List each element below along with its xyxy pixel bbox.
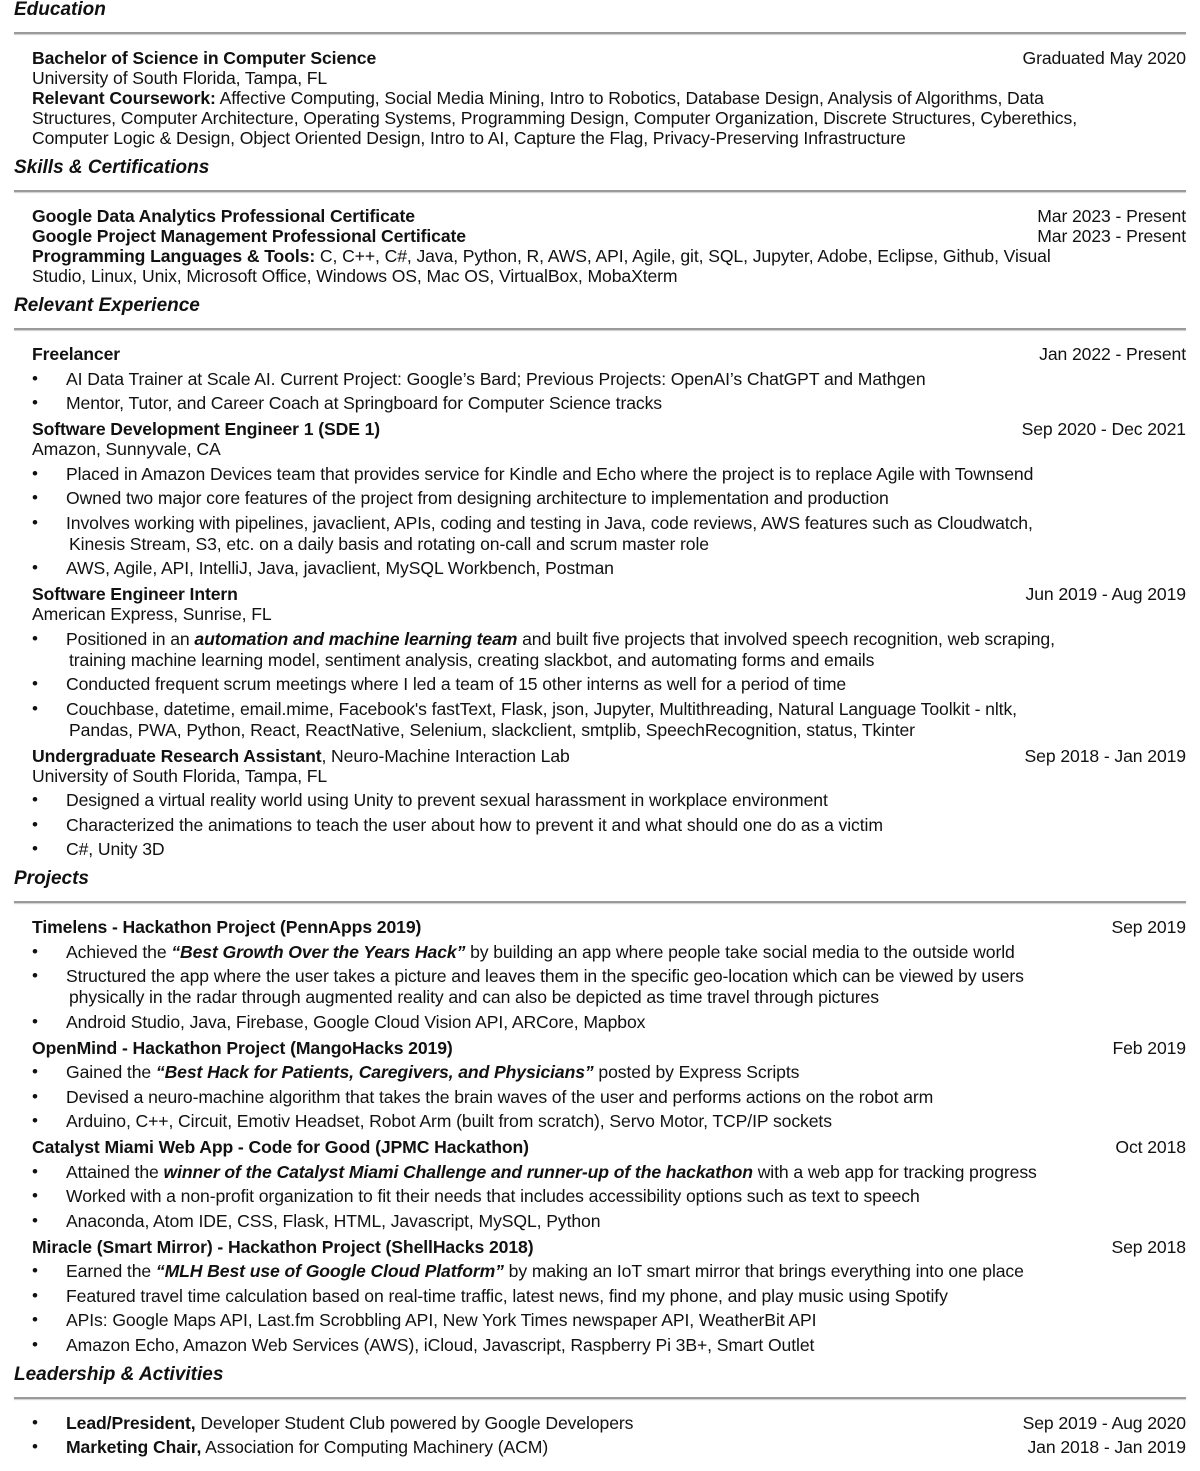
text-line — [66, 987, 1186, 1007]
text-span: American Express, Sunrise, FL — [32, 604, 272, 624]
bullet-item — [32, 1211, 1186, 1231]
section-heading: Relevant Experience — [14, 295, 200, 316]
text-line — [66, 839, 1186, 859]
text-line — [32, 1137, 1186, 1157]
text-line — [32, 439, 1186, 459]
text-span: Amazon, Sunnyvale, CA — [32, 439, 221, 459]
text-line — [32, 88, 1186, 108]
text-span: Worked with a non-profit organization to fit their needs that includes accessibility options such as text to speech — [66, 1186, 920, 1206]
bold-text: “Best Hack for Patients, Caregivers, and Physicians” — [155, 1062, 594, 1082]
text-span: Achieved the — [66, 941, 172, 962]
text-span: Attained the — [66, 1161, 164, 1182]
entry-date: Mar 2023 - Present — [1037, 206, 1186, 226]
text-span: Association for Computing Machinery (ACM) — [201, 1437, 549, 1457]
bullet-icon: • — [32, 1334, 38, 1354]
text-span: Devised a neuro-machine algorithm that takes the brain waves of the user and performs actions on the robot arm — [66, 1086, 934, 1107]
bullet-icon: • — [32, 368, 38, 388]
text-span: by making an IoT smart mirror that brings everything into one place — [503, 1261, 1024, 1281]
bullet-icon: • — [32, 1186, 38, 1205]
bullet-icon: • — [32, 1062, 38, 1081]
text-span: physically in the radar through augmented reality and can also be depicted as time travel through pictures — [69, 987, 879, 1007]
bullet-item — [32, 1437, 1186, 1457]
text-line — [66, 1310, 1186, 1330]
bullet-icon: • — [32, 814, 38, 834]
text-line — [66, 1111, 1186, 1131]
entry — [32, 1237, 1186, 1355]
entry-date: Sep 2019 - Aug 2020 — [1022, 1412, 1186, 1433]
text-span: Involves working with pipelines, javaclient, APIs, coding and testing in Java, code reviews, AWS features such as Cloudwatch, — [66, 512, 1033, 533]
text-span: Featured travel time calculation based on real-time traffic, latest news, find my phone, and play music using Spotify — [66, 1285, 948, 1306]
entry-date: Jun 2019 - Aug 2019 — [1025, 584, 1186, 604]
text-line — [32, 206, 1186, 226]
bullet-item — [32, 1261, 1186, 1281]
text-span: Kinesis Stream, S3, etc. on a daily basis and rotating on-call and scrum master role — [69, 533, 709, 554]
text-line — [32, 226, 1186, 246]
section-heading: Education — [14, 0, 106, 20]
text-span: Structured the app where the user takes a picture and leaves them in the specific geo-location which can be viewed by users — [66, 966, 1024, 986]
bullet-item — [32, 1162, 1186, 1182]
text-span: Owned two major core features of the project from designing architecture to implementation and production — [66, 488, 889, 508]
bold-text: Catalyst Miami Web App - Code for Good (JPMC Hackathon) — [32, 1137, 529, 1157]
bullet-item — [32, 699, 1186, 740]
bullet-item — [32, 1310, 1186, 1330]
bullet-item — [32, 1087, 1186, 1107]
bold-text: Undergraduate Research Assistant — [32, 745, 322, 766]
text-span: , Neuro-Machine Interaction Lab — [321, 745, 570, 766]
section-body — [14, 903, 1186, 1355]
text-span: with a web app for tracking progress — [752, 1161, 1037, 1182]
text-span: Placed in Amazon Devices team that provides service for Kindle and Echo where the project is to replace Agile with Townsend — [66, 463, 1034, 484]
bold-text: Programming Languages & Tools: — [32, 246, 316, 266]
text-line — [32, 68, 1186, 88]
text-line — [66, 1062, 1186, 1082]
bold-text: automation and machine learning team — [194, 628, 518, 649]
text-span: AWS, Agile, API, IntelliJ, Java, javaclient, MySQL Workbench, Postman — [66, 558, 614, 578]
text-span: and built five projects that involved speech recognition, web scraping, — [517, 628, 1055, 649]
text-line — [32, 604, 1186, 624]
bullet-icon: • — [32, 1161, 38, 1181]
text-line — [32, 917, 1186, 937]
bullet-item — [32, 558, 1186, 578]
bullet-icon: • — [32, 941, 38, 961]
text-line — [32, 1237, 1186, 1257]
text-span: Positioned in an — [66, 628, 195, 649]
bullet-icon: • — [32, 463, 38, 483]
bold-text: OpenMind - Hackathon Project (MangoHacks 2019) — [32, 1037, 453, 1058]
text-span: AI Data Trainer at Scale AI. Current Project: Google’s Bard; Previous Projects: OpenAI’s ChatGPT and Mathgen — [66, 368, 926, 389]
text-line — [32, 746, 1186, 766]
text-span: Earned the — [66, 1261, 156, 1281]
text-line — [66, 815, 1186, 835]
entry-date: Mar 2023 - Present — [1037, 226, 1186, 246]
bullet-icon: • — [32, 839, 38, 858]
bullet-item — [32, 1186, 1186, 1206]
bold-text: “MLH Best use of Google Cloud Platform” — [155, 1261, 504, 1281]
text-line — [66, 674, 1186, 694]
entry — [32, 917, 1186, 1032]
text-line — [66, 1413, 1186, 1433]
text-line — [66, 369, 1186, 389]
text-line — [66, 699, 1186, 719]
bullet-item — [32, 1062, 1186, 1082]
entry — [32, 746, 1186, 860]
entry — [32, 344, 1186, 413]
entry-date: Sep 2018 - Jan 2019 — [1024, 745, 1186, 766]
text-line — [32, 344, 1186, 364]
text-line — [66, 1087, 1186, 1107]
text-span: Anaconda, Atom IDE, CSS, Flask, HTML, Javascript, MySQL, Python — [66, 1210, 601, 1231]
entry-date: Sep 2018 — [1111, 1236, 1186, 1257]
bullet-icon: • — [32, 1310, 38, 1329]
bullet-icon: • — [32, 966, 38, 985]
section-heading: Skills & Certifications — [14, 157, 210, 178]
text-line — [32, 246, 1186, 266]
entry — [32, 246, 1186, 286]
text-line — [66, 488, 1186, 508]
text-span: Structures, Computer Architecture, Operating Systems, Programming Design, Computer Organization, Discrete Structures, Cyberethics, — [32, 108, 1077, 128]
section-body — [14, 330, 1186, 859]
text-line — [32, 419, 1186, 439]
entry — [32, 226, 1186, 246]
entry-date: Jan 2018 - Jan 2019 — [1027, 1437, 1186, 1457]
bullet-icon: • — [32, 628, 38, 648]
bullet-item — [32, 1012, 1186, 1032]
text-span: Mentor, Tutor, and Career Coach at Springboard for Computer Science tracks — [66, 393, 662, 413]
text-span: Couchbase, datetime, email.mime, Facebook's fastText, Flask, json, Jupyter, Multithreading, Natural Language Toolkit - nltk, — [66, 698, 1017, 719]
bullet-icon: • — [32, 1111, 38, 1130]
text-line — [66, 629, 1186, 649]
bullet-icon: • — [32, 558, 38, 577]
entry — [32, 206, 1186, 226]
bullet-item — [32, 393, 1186, 413]
text-span: Conducted frequent scrum meetings where I led a team of 15 other interns as well for a period of time — [66, 674, 847, 694]
bullet-item — [32, 942, 1186, 962]
text-line — [66, 558, 1186, 578]
text-span: Gained the — [66, 1062, 156, 1082]
bullet-icon: • — [32, 1261, 38, 1280]
text-line — [66, 1012, 1186, 1032]
text-line — [66, 1335, 1186, 1355]
text-span: training machine learning model, sentiment analysis, creating slackbot, and automating forms and emails — [69, 649, 875, 670]
bold-text: Freelancer — [32, 344, 120, 364]
bold-text: “Best Growth Over the Years Hack” — [171, 941, 466, 962]
text-line — [32, 266, 1186, 286]
entry — [32, 419, 1186, 578]
bold-text: Bachelor of Science in Computer Science — [32, 48, 377, 68]
bullet-item — [32, 1413, 1186, 1433]
bold-text: Miracle (Smart Mirror) - Hackathon Project (ShellHacks 2018) — [32, 1236, 534, 1257]
bold-text: Lead/President, — [66, 1412, 196, 1433]
text-span: Amazon Echo, Amazon Web Services (AWS), iCloud, Javascript, Raspberry Pi 3B+, Smart Outlet — [66, 1334, 815, 1355]
text-line — [66, 513, 1186, 533]
text-span: Developer Student Club powered by Google Developers — [195, 1412, 634, 1433]
bold-text: Google Data Analytics Professional Certificate — [32, 206, 415, 226]
text-span: Characterized the animations to teach the user about how to prevent it and what should one do as a victim — [66, 814, 883, 835]
bullet-icon: • — [32, 488, 38, 507]
text-line — [32, 128, 1186, 148]
text-line — [66, 1437, 1186, 1457]
bold-text: Marketing Chair, — [66, 1437, 202, 1457]
section-heading: Leadership & Activities — [14, 1363, 224, 1385]
text-line — [32, 584, 1186, 604]
text-line — [66, 534, 1186, 554]
bullet-item — [32, 1286, 1186, 1306]
bold-text: Timelens - Hackathon Project (PennApps 2019) — [32, 917, 422, 937]
bold-text: winner of the Catalyst Miami Challenge and runner-up of the hackathon — [163, 1161, 753, 1182]
text-line — [66, 790, 1186, 810]
section-heading: Projects — [14, 868, 89, 889]
bullet-item — [32, 1335, 1186, 1355]
bullet-icon: • — [32, 1011, 38, 1031]
bullet-icon: • — [32, 674, 38, 693]
text-span: Computer Logic & Design, Object Oriented Design, Intro to AI, Capture the Flag, Privacy-Preserving Infrastructure — [32, 128, 906, 148]
entry-date: Feb 2019 — [1112, 1037, 1186, 1058]
text-line — [66, 720, 1186, 740]
text-line — [66, 464, 1186, 484]
bullet-icon: • — [32, 1412, 38, 1432]
entry — [32, 1038, 1186, 1132]
bullet-item — [32, 488, 1186, 508]
text-line — [66, 966, 1186, 986]
text-span: APIs: Google Maps API, Last.fm Scrobbling API, New York Times newspaper API, WeatherBit API — [66, 1310, 817, 1330]
entry-date: Jan 2022 - Present — [1039, 344, 1186, 364]
bullet-icon: • — [32, 790, 38, 809]
bold-text: Software Engineer Intern — [32, 584, 238, 604]
text-span: Designed a virtual reality world using Unity to prevent sexual harassment in workplace environment — [66, 790, 828, 810]
text-span: posted by Express Scripts — [593, 1062, 800, 1082]
text-line — [32, 48, 1186, 68]
text-line — [66, 650, 1186, 670]
text-line — [32, 1038, 1186, 1058]
entry — [32, 48, 1186, 148]
entry — [32, 1137, 1186, 1231]
bullet-item — [32, 839, 1186, 859]
text-line — [66, 1186, 1186, 1206]
bullet-item — [32, 790, 1186, 810]
bullet-item — [32, 966, 1186, 1007]
bold-text: Google Project Management Professional Certificate — [32, 226, 466, 246]
text-line — [32, 766, 1186, 786]
bullet-icon: • — [32, 1285, 38, 1305]
bold-text: Software Development Engineer 1 (SDE 1) — [32, 419, 381, 439]
entry — [32, 1413, 1186, 1458]
text-span: University of South Florida, Tampa, FL — [32, 68, 328, 88]
bullet-icon: • — [32, 1437, 38, 1456]
bullet-item — [32, 513, 1186, 554]
entry-date: Graduated May 2020 — [1022, 48, 1186, 68]
text-span: by building an app where people take social media to the outside world — [465, 941, 1015, 962]
text-line — [66, 1286, 1186, 1306]
text-line — [66, 1162, 1186, 1182]
section-body — [14, 192, 1186, 286]
bullet-icon: • — [32, 1210, 38, 1230]
text-line — [66, 942, 1186, 962]
text-line — [32, 108, 1186, 128]
bullet-item — [32, 629, 1186, 670]
bullet-icon: • — [32, 698, 38, 718]
bold-text: Relevant Coursework: — [32, 88, 216, 108]
bullet-item — [32, 815, 1186, 835]
entry-date: Sep 2020 - Dec 2021 — [1021, 419, 1186, 439]
text-span: Affective Computing, Social Media Mining, Intro to Robotics, Database Design, Analysis of Algorithms, Data — [215, 88, 1044, 108]
text-span: C#, Unity 3D — [66, 839, 165, 859]
text-span: Arduino, C++, Circuit, Emotiv Headset, Robot Arm (built from scratch), Servo Motor, TCP/IP sockets — [66, 1111, 832, 1131]
entry-date: Oct 2018 — [1115, 1137, 1186, 1157]
bullet-item — [32, 1111, 1186, 1131]
entry-date: Sep 2019 — [1111, 917, 1186, 937]
text-line — [66, 1211, 1186, 1231]
text-line — [66, 393, 1186, 413]
bullet-item — [32, 464, 1186, 484]
text-span: C, C++, C#, Java, Python, R, AWS, API, Agile, git, SQL, Jupyter, Adobe, Eclipse, Github, Visual — [315, 246, 1051, 266]
section-body — [14, 34, 1186, 148]
bullet-icon: • — [32, 1086, 38, 1106]
entry — [32, 584, 1186, 740]
bullet-icon: • — [32, 512, 38, 532]
text-line — [66, 1261, 1186, 1281]
section-body — [14, 1399, 1186, 1458]
bullet-icon: • — [32, 393, 38, 412]
bullet-item — [32, 369, 1186, 389]
text-span: University of South Florida, Tampa, FL — [32, 765, 328, 786]
text-span: Pandas, PWA, Python, React, ReactNative, Selenium, slackclient, smtplib, SpeechRecognition, status, Tkinter — [69, 719, 915, 740]
text-span: Studio, Linux, Unix, Microsoft Office, Windows OS, Mac OS, VirtualBox, MobaXterm — [32, 266, 678, 286]
bullet-item — [32, 674, 1186, 694]
text-span: Android Studio, Java, Firebase, Google Cloud Vision API, ARCore, Mapbox — [66, 1011, 646, 1032]
